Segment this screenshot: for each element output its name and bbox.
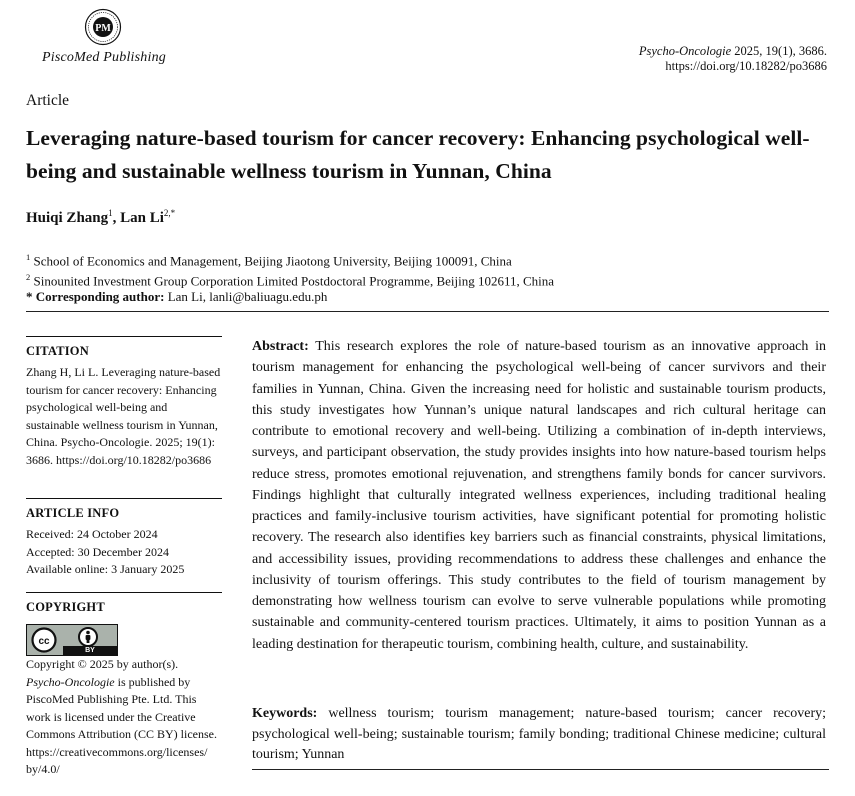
- corresponding-marker: *: [26, 289, 33, 304]
- citation-heading: CITATION: [26, 336, 222, 359]
- sidebar: [26, 336, 222, 796]
- corresponding-label: Corresponding author:: [35, 289, 165, 304]
- article-info-dates: [26, 526, 222, 579]
- keywords-label: Keywords:: [252, 706, 318, 721]
- journal-name: Psycho-Oncologie: [638, 44, 732, 58]
- doi-link[interactable]: https://doi.org/10.18282/po3686: [665, 59, 827, 73]
- affiliation-text: Sinounited Investment Group Corporation Limited Postdoctoral Programme, Beijing 102611, China: [33, 273, 555, 289]
- abstract-label: Abstract:: [252, 339, 309, 354]
- corresponding-contact[interactable]: Lan Li, lanli@baliuagu.edu.ph: [167, 289, 328, 304]
- publisher-seal-icon: [84, 8, 122, 46]
- affiliation-1: [26, 249, 512, 269]
- abstract-text: This research explores the role of nature-based tourism as an innovative approach in tourism management for enhancing the psychological well-being of cancer survivors and their families in Yunnan, China. Given the increasing need for holistic and sustainable tourism products, this study investigates how Yunnan’s unique natural landscapes and rich cultural heritage can contribute to emotional recovery and well-being. Utilizing a combination of in-depth interviews, surveys, and participant observation, the study provides insights into how nature-based tourism helps reduce stress, promotes emotional rejuvenation, and strengthens family bonds for cancer survivors. Findings highlight that culturally integrated wellness experiences, including traditional healing practices and family-inclusive tourism activities, have significant potential for promoting holistic recovery. The research also identifies key barriers such as financial constraints, physical limitations, and accessibility issues, providing recommendations to address these challenges and enhance the inclusivity of tourism offerings. This study contributes to the field of tourism management by demonstrating how wellness tourism can evolve to serve vulnerable populations while promoting sustainable and community-centered tourism practices. Ultimately, it aims to position Yunnan as a leading destination for therapeutic tourism, combining health, culture, and sustainability.: [252, 339, 826, 652]
- footer-divider: [252, 769, 829, 770]
- abstract: [252, 336, 826, 655]
- author-name[interactable]: Lan Li: [120, 210, 164, 226]
- creative-commons-icon: [31, 627, 57, 653]
- license-url-part1[interactable]: https://creativecommons.org/licenses/: [26, 744, 208, 759]
- keywords-text: wellness tourism; tourism management; nature-based tourism; cancer recovery; psychological well-being; sustainable tourism; family bonding; traditional Chinese medicine; cultural tourism; Yunnan: [252, 706, 826, 762]
- available-date: Available online: 3 January 2025: [26, 562, 185, 576]
- received-date: Received: 24 October 2024: [26, 527, 158, 541]
- journal-reference: [639, 44, 827, 74]
- cc-by-license-badge[interactable]: [26, 624, 118, 656]
- affiliation-sup: 1: [26, 252, 31, 262]
- author-list: Huiqi Zhang$^1$, Lan $Li^{2,*}$: [26, 208, 176, 226]
- affiliation-sup: 2: [26, 272, 31, 282]
- corresponding-author: [26, 289, 327, 305]
- svg-text:cc: cc: [38, 636, 50, 647]
- header-divider: [26, 311, 829, 312]
- seal-text: PM: [95, 23, 111, 34]
- affiliation-2: [26, 269, 554, 289]
- publisher-logo: [34, 8, 174, 68]
- article-title: Leveraging nature-based tourism for cancer recovery: Enhancing psychological well-being and sustainable wellness tourism in Yunnan, China: [26, 126, 810, 183]
- copyright-line: Copyright © 2025 by author(s).: [26, 657, 179, 671]
- copyright-license-text: is published by PiscoMed Publishing Pte. Ltd. This work is licensed under the Creative Commons Attribution (CC BY) license.: [26, 674, 217, 741]
- license-url-part2[interactable]: by/4.0/: [26, 762, 60, 776]
- keywords: [252, 704, 826, 766]
- citation-text: Zhang H, Li L. Leveraging nature-based tourism for cancer recovery: Enhancing psychological well-being and sustainable wellness tourism in Yunnan, China. Psycho-Oncologie. 2025; 19(1): 3686. https://doi.org/10.18282/po3686: [26, 365, 221, 467]
- author-affiliation-sup: 1: [108, 208, 113, 218]
- copyright-text: [26, 656, 222, 779]
- copyright-journal-name: Psycho-Oncologie: [26, 674, 115, 689]
- author-name[interactable]: Huiqi Zhang: [26, 210, 109, 226]
- copyright-heading: COPYRIGHT: [26, 592, 222, 615]
- publisher-name: PiscoMed Publishing: [42, 50, 166, 65]
- journal-citation: 2025, 19(1), 3686.: [734, 44, 827, 58]
- author-affiliation-sup: 2,*: [163, 208, 176, 218]
- attribution-person-icon: [77, 627, 99, 647]
- cc-by-label: BY: [63, 646, 117, 655]
- affiliation-text: School of Economics and Management, Beijing Jiaotong University, Beijing 100091, China: [33, 253, 512, 269]
- accepted-date: Accepted: 30 December 2024: [26, 544, 169, 559]
- article-type: Article: [26, 92, 70, 109]
- article-info-heading: ARTICLE INFO: [26, 498, 222, 521]
